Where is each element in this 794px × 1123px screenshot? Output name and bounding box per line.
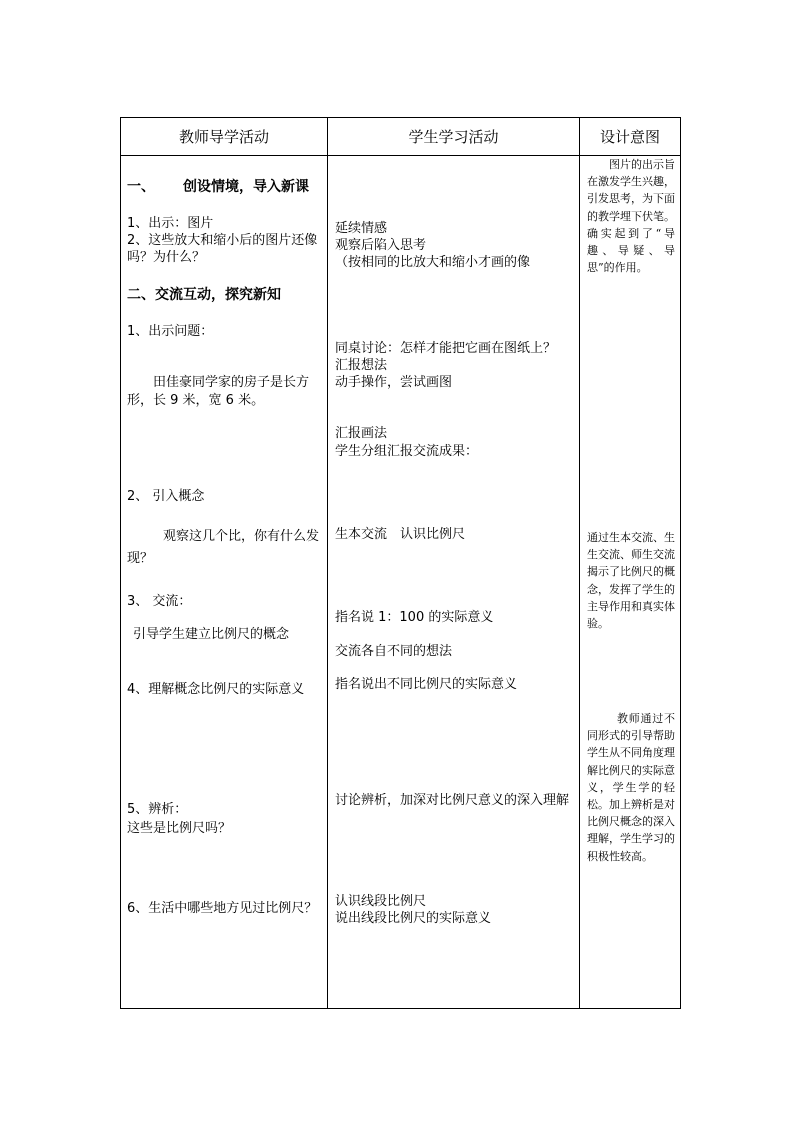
design-column	[580, 156, 680, 1006]
student-line-11: 交流各自不同的想法	[335, 644, 453, 659]
student-line-13: 讨论辨析，加深对比例尺意义的深入理解	[335, 793, 570, 808]
student-line-15: 说出线段比例尺的实际意义	[335, 911, 492, 926]
teacher-item-7a: 5、辨析：	[127, 802, 188, 817]
teacher-item-2: 2、这些放大和缩小后的图片还像吗？为什么？	[127, 233, 318, 265]
design-note-3: 教师通过不同形式的引导帮助学生从不同角度理解比例尺的实际意义，学生学的轻松。加上辨析是对比例尺概念的深入理解，学生学习的积极性较高。	[587, 712, 675, 863]
header-design: 设计意图	[599, 128, 660, 146]
teacher-observe: 观察这几个比，你有什么发现？	[127, 529, 320, 566]
student-line-3: （按相同的比放大和缩小才画的像	[335, 255, 531, 270]
student-line-2: 观察后陷入思考	[335, 238, 427, 253]
student-line-14: 认识线段比例尺	[335, 894, 427, 909]
teacher-item-3: 1、出示问题：	[127, 324, 214, 339]
student-line-9: 生本交流 认识比例尺	[335, 527, 466, 542]
column-divider-1	[327, 118, 328, 1008]
design-note-2: 通过生本交流、生生交流、师生交流揭示了比例尺的概念，发挥了学生的主导作用和真实体验。	[587, 531, 675, 631]
teacher-guide: 引导学生建立比例尺的概念	[133, 627, 290, 642]
teacher-item-5: 3、 交流：	[127, 594, 192, 609]
student-line-1: 延续情感	[335, 221, 388, 236]
teacher-item-8: 6、生活中哪些地方见过比例尺？	[127, 901, 318, 916]
teacher-problem: 田佳豪同学家的房子是长方形，长 9 米，宽 6 米。	[127, 375, 310, 408]
student-line-10: 指名说 1：100 的实际意义	[335, 610, 494, 625]
section-1-number: 一、	[127, 179, 155, 195]
section-1-title: 创设情境，导入新课	[183, 179, 309, 195]
teacher-item-1: 1、出示：图片	[127, 216, 214, 231]
student-line-5: 汇报想法	[335, 358, 388, 373]
student-line-12: 指名说出不同比例尺的实际意义	[335, 677, 518, 692]
teacher-item-6: 4、理解概念比例尺的实际意义	[127, 682, 305, 697]
lesson-plan-table	[120, 117, 681, 1009]
teacher-item-4: 2、 引入概念	[127, 489, 205, 504]
header-student: 学生学习活动	[408, 128, 499, 146]
student-line-8: 学生分组汇报交流成果：	[335, 444, 479, 459]
design-note-1: 图片的出示旨在激发学生兴趣，引发思考，为下面的教学埋下伏笔。确实起到了“导趣、导疑、导思”的作用。	[587, 158, 675, 275]
header-teacher: 教师导学活动	[178, 128, 269, 146]
student-line-6: 动手操作，尝试画图	[335, 375, 453, 390]
student-line-4: 同桌讨论：怎样才能把它画在图纸上？	[335, 341, 557, 356]
student-line-7: 汇报画法	[335, 426, 388, 441]
teacher-item-7b: 这些是比例尺吗？	[127, 821, 232, 836]
section-2-title: 二、交流互动，探究新知	[127, 287, 281, 303]
